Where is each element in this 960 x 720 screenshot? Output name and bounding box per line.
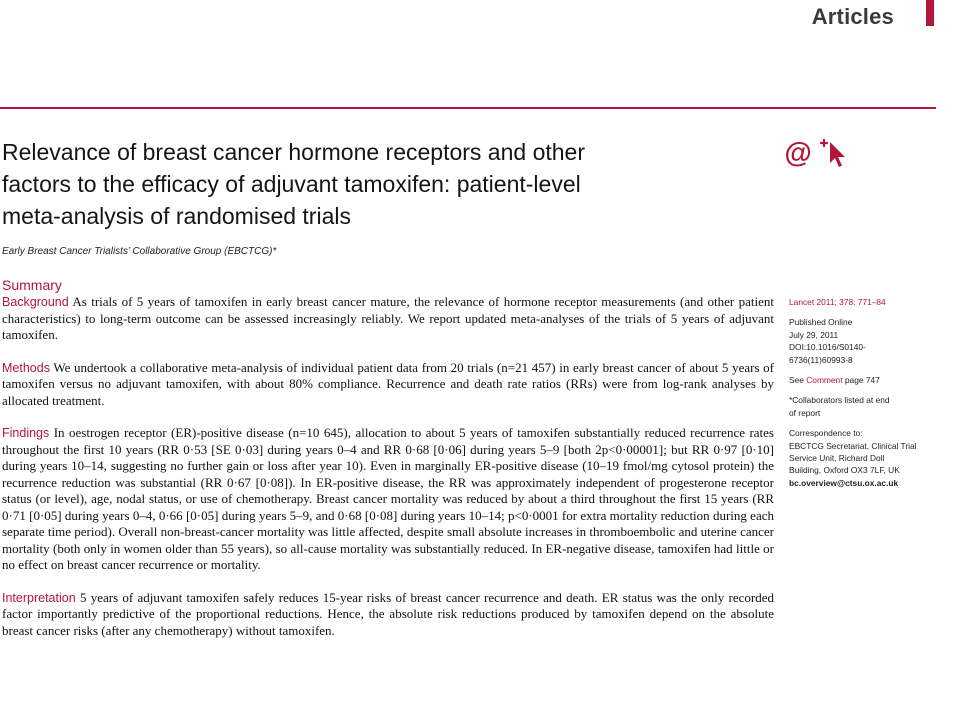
correspondence-block (789, 427, 939, 489)
section-label: Articles (811, 4, 894, 29)
collaborators-line: *Collaborators listed at end (789, 395, 890, 406)
online-first-cursor-icon[interactable] (784, 132, 852, 170)
see-comment (789, 374, 939, 386)
correspondence-line: EBCTCG Secretariat, Clinical Trial (789, 440, 917, 451)
comment-link[interactable]: Comment (806, 375, 843, 386)
header-rule (0, 107, 936, 109)
summary-heading: Summary (2, 277, 62, 293)
section-label-background: Background (2, 295, 69, 309)
see-prefix: See (789, 375, 807, 386)
findings-text: In oestrogen receptor (ER)-positive disease (n=10 645), allocation to about 5 years of tamoxifen substantially reduced recurrence rates throughout the first 10 years (RR 0·53 [SE 0·03] during years 0–4 and RR 0·68 [0·06] during years 5–9 [both 2p<0·00001]; but RR 0·97 [0·10] during years 10–14, suggesting no further gain or loss after year 10). Even in marginally ER-positive disease (10–19 fmol/mg cytosol protein) the recurrence reduction was substantial (RR 0·67 [0·08]). In ER-positive disease, the RR was approximately independent of progesterone receptor status (or level), age, nodal status, or use of chemotherapy. Breast cancer mortality was reduced by about a third throughout the first 15 years (RR 0·71 [0·05] during years 0–4, 0·66 [0·05] during years 5–9, and 0·68 [0·08] during years 10–14; p<0·0001 for extra mortality reduction during each separate time period). Overall non-breast-cancer mortality was little affected, despite small absolute increases in thromboembolic and uterine cancer mortality (both only in women older than 55 years), so all-cause mortality was substantially reduced. In ER-negative disease, tamoxifen had little or no effect on breast cancer recurrence or mortality. (2, 425, 774, 572)
section-label-methods: Methods (2, 360, 50, 375)
section-color-block (926, 0, 934, 26)
doi-line: DOI:10.1016/S0140- (789, 342, 866, 353)
correspondence-line: Building, Oxford OX3 7LF, UK (789, 465, 900, 476)
title-line: factors to the efficacy of adjuvant tamoxifen: patient-level (2, 171, 581, 197)
see-suffix: page 747 (842, 375, 880, 386)
collaborators-line: of report (789, 407, 821, 418)
summary-findings (2, 425, 774, 574)
article-title (2, 136, 762, 232)
section-label-interpretation: Interpretation (2, 590, 76, 605)
doi-line: 6736(11)60993-8 (789, 354, 853, 365)
section-label-findings: Findings (2, 426, 50, 440)
correspondence-line: Correspondence to: (789, 428, 863, 439)
publication-info (789, 316, 939, 366)
title-line: Relevance of breast cancer hormone receptors and other (2, 139, 585, 165)
citation-block (789, 296, 939, 308)
author-line: Early Breast Cancer Trialists’ Collaborative Group (EBCTCG)* (2, 246, 277, 257)
summary-methods (2, 360, 774, 410)
published-label: Published Online (789, 317, 853, 328)
article-sidebar (789, 296, 939, 497)
correspondence-line: Service Unit, Richard Doll (789, 453, 885, 464)
interpretation-text: 5 years of adjuvant tamoxifen safely reduces 15-year risks of breast cancer recurrence and death. ER status was the only recorded factor importantly predictive of the proportional reductions. Hence, the absolute risk reductions produced by tamoxifen depend on the absolute breast cancer risks (after any chemotherapy) without tamoxifen. (2, 589, 774, 638)
summary-interpretation (2, 590, 774, 640)
title-line: meta-analysis of randomised trials (2, 203, 351, 229)
methods-text: We undertook a collaborative meta-analysis of individual patient data from 20 trials (n=21 457) in early breast cancer of about 5 years of tamoxifen versus no adjuvant tamoxifen, with about 80% compliance. Recurrence and death rate ratios (RRs) were from log-rank analyses by allocated treatment. (2, 359, 775, 408)
summary-body (2, 294, 774, 655)
correspondence-email-link[interactable]: bc.overview@ctsu.ox.ac.uk (789, 477, 899, 488)
background-text: As trials of 5 years of tamoxifen in early breast cancer mature, the relevance of hormone receptor measurements (and other patient characteristics) to long-term outcome can be assessed increasingly reliably. We report updated meta-analyses of the trials of 5 years of adjuvant tamoxifen. (2, 294, 774, 342)
svg-text:@: @ (784, 137, 812, 168)
journal-citation: Lancet 2011; 378: 771–84 (789, 297, 886, 307)
summary-background (2, 294, 774, 344)
published-date: July 29, 2011 (789, 329, 839, 340)
collaborators-note (789, 394, 939, 419)
